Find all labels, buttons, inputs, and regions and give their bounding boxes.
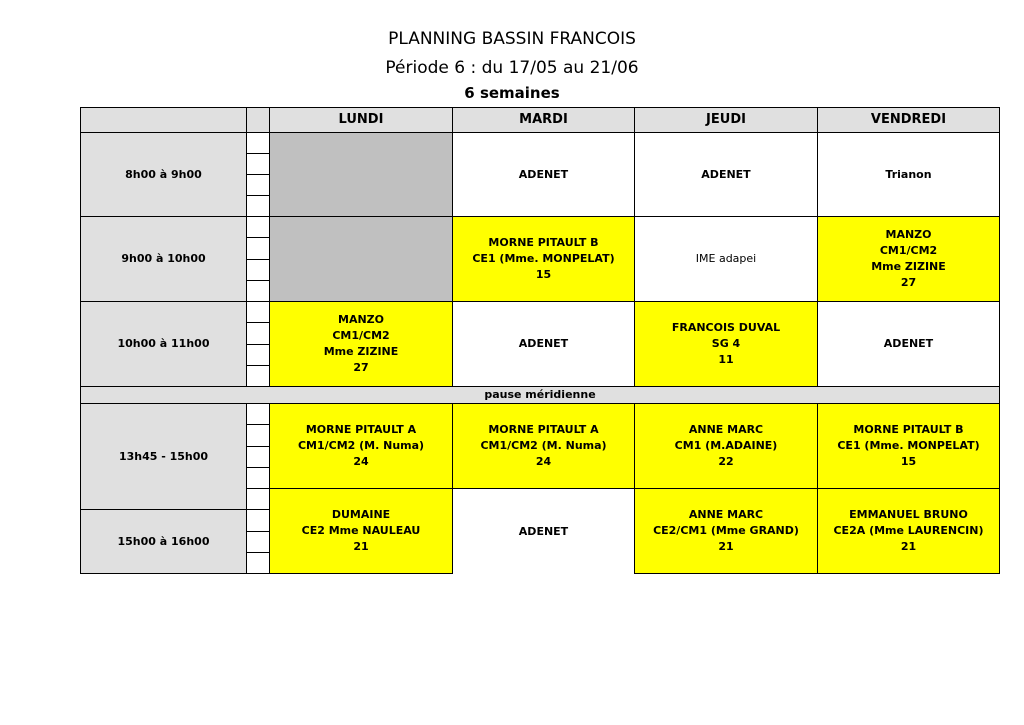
cell-line: Mme ZIZINE <box>871 260 946 273</box>
pause-row <box>80 386 1000 404</box>
cell-line: CE1 (Mme. MONPELAT) <box>472 252 615 265</box>
slot-jeudi_15 <box>634 488 818 574</box>
cell-line: ADENET <box>701 167 751 181</box>
period-subtitle: Période 6 : du 17/05 au 21/06 <box>385 58 639 78</box>
slot-mardi_13 <box>452 403 635 489</box>
cell-line: CM1/CM2 (M. Numa) <box>480 439 607 452</box>
quarter-slot <box>246 322 270 345</box>
slot-lundi-blocked <box>269 216 453 302</box>
cell-line: CE2 Mme NAULEAU <box>301 524 421 537</box>
day-header-lundi <box>269 107 453 133</box>
cell-line: EMMANUEL BRUNO <box>849 508 968 521</box>
slot-mardi_15 <box>452 488 635 574</box>
quarter-slot <box>246 174 270 196</box>
cell-line: pause méridienne <box>484 388 596 401</box>
time-label <box>80 132 247 217</box>
quarter-slot <box>246 365 270 387</box>
quarter-slot <box>246 216 270 238</box>
cell-line: 27 <box>353 361 369 374</box>
document-title: PLANNING BASSIN FRANCOIS <box>388 29 636 49</box>
quarter-slot <box>246 259 270 281</box>
quarter-slot <box>246 488 270 510</box>
cell-line: 13h45 - 15h00 <box>118 449 209 463</box>
cell-line: DUMAINE <box>331 508 391 521</box>
cell-line: MORNE PITAULT A <box>488 423 599 436</box>
cell-line: 21 <box>718 540 734 553</box>
cell-line: ADENET <box>518 524 569 538</box>
cell-line: MARDI <box>519 112 568 127</box>
cell-line: SG 4 <box>711 337 741 350</box>
cell-line: CE2/CM1 (Mme GRAND) <box>653 524 799 537</box>
cell-line: 10h00 à 11h00 <box>117 337 210 350</box>
quarter-slot <box>246 280 270 302</box>
quarter-slot <box>246 403 270 425</box>
cell-line: CM1/CM2 (M. Numa) <box>297 439 425 452</box>
slot-vendredi_15 <box>817 488 1000 574</box>
cell-line: CM1/CM2 <box>332 329 390 342</box>
slot-jeudi_10 <box>634 301 818 387</box>
cell-line: CE1 (Mme. MONPELAT) <box>837 439 980 452</box>
quarter-slot <box>246 132 270 154</box>
cell-line: 15h00 à 16h00 <box>117 534 210 548</box>
cell-line: ANNE MARC <box>688 423 764 436</box>
header-corner <box>80 107 247 133</box>
cell-line: 21 <box>353 540 369 553</box>
quarter-slot <box>246 195 270 217</box>
weeks-subtitle: 6 semaines <box>464 84 560 102</box>
quarter-slot <box>246 531 270 553</box>
quarter-slot <box>246 446 270 468</box>
quarter-slot <box>246 153 270 175</box>
cell-line: 15 <box>535 268 552 281</box>
cell-line: ADENET <box>518 167 569 181</box>
slot-vendredi_8 <box>817 132 1000 217</box>
slot-jeudi_8 <box>634 132 818 217</box>
slot-lundi_15 <box>269 488 453 574</box>
cell-line: 21 <box>900 540 917 553</box>
slot-lundi-blocked <box>269 132 453 217</box>
cell-line: MANZO <box>338 313 384 326</box>
quarter-slot <box>246 552 270 574</box>
time-label <box>80 216 247 302</box>
quarter-slot <box>246 467 270 489</box>
slot-jeudi_13 <box>634 403 818 489</box>
slot-mardi_10 <box>452 301 635 387</box>
cell-line: 22 <box>718 455 734 468</box>
quarter-slot <box>246 344 270 366</box>
cell-line: FRANCOIS DUVAL <box>671 321 781 334</box>
cell-line: Trianon <box>885 167 932 181</box>
quarter-slot <box>246 237 270 260</box>
day-header-mardi <box>452 107 635 133</box>
cell-line: CM1/CM2 <box>879 244 938 257</box>
cell-line: MORNE PITAULT A <box>305 423 417 436</box>
cell-line: 8h00 à 9h00 <box>125 167 202 181</box>
cell-line: ADENET <box>518 337 569 350</box>
header-spacer <box>246 107 270 133</box>
slot-vendredi_9 <box>817 216 1000 302</box>
slot-mardi_9 <box>452 216 635 302</box>
cell-line: CE2A (Mme LAURENCIN) <box>833 524 984 537</box>
cell-line: 11 <box>718 353 734 366</box>
cell-line: ANNE MARC <box>688 508 764 521</box>
slot-lundi_10 <box>269 301 453 387</box>
time-label <box>80 301 247 387</box>
cell-line: Mme ZIZINE <box>323 345 399 358</box>
day-header-jeudi <box>634 107 818 133</box>
cell-line: 24 <box>535 455 552 468</box>
slot-lundi_13 <box>269 403 453 489</box>
cell-line: CM1 (M.ADAINE) <box>674 439 778 452</box>
quarter-slot <box>246 301 270 323</box>
cell-line: ADENET <box>883 337 934 350</box>
cell-line: MANZO <box>885 228 932 241</box>
cell-line: LUNDI <box>338 112 384 127</box>
cell-line: 15 <box>900 455 917 468</box>
cell-line: IME adapei <box>695 252 757 265</box>
cell-line: JEUDI <box>706 112 746 127</box>
quarter-slot <box>246 509 270 532</box>
cell-line: MORNE PITAULT B <box>853 423 964 436</box>
cell-line: MORNE PITAULT B <box>488 236 599 249</box>
cell-line: 9h00 à 10h00 <box>121 252 206 265</box>
slot-vendredi_10 <box>817 301 1000 387</box>
slot-jeudi_9 <box>634 216 818 302</box>
time-label <box>80 509 247 574</box>
slot-mardi_8 <box>452 132 635 217</box>
time-label <box>80 403 247 510</box>
slot-vendredi_13 <box>817 403 1000 489</box>
cell-line: 27 <box>900 276 917 289</box>
quarter-slot <box>246 424 270 447</box>
day-header-vendredi <box>817 107 1000 133</box>
cell-line: VENDREDI <box>870 112 947 127</box>
cell-line: 24 <box>353 455 369 468</box>
